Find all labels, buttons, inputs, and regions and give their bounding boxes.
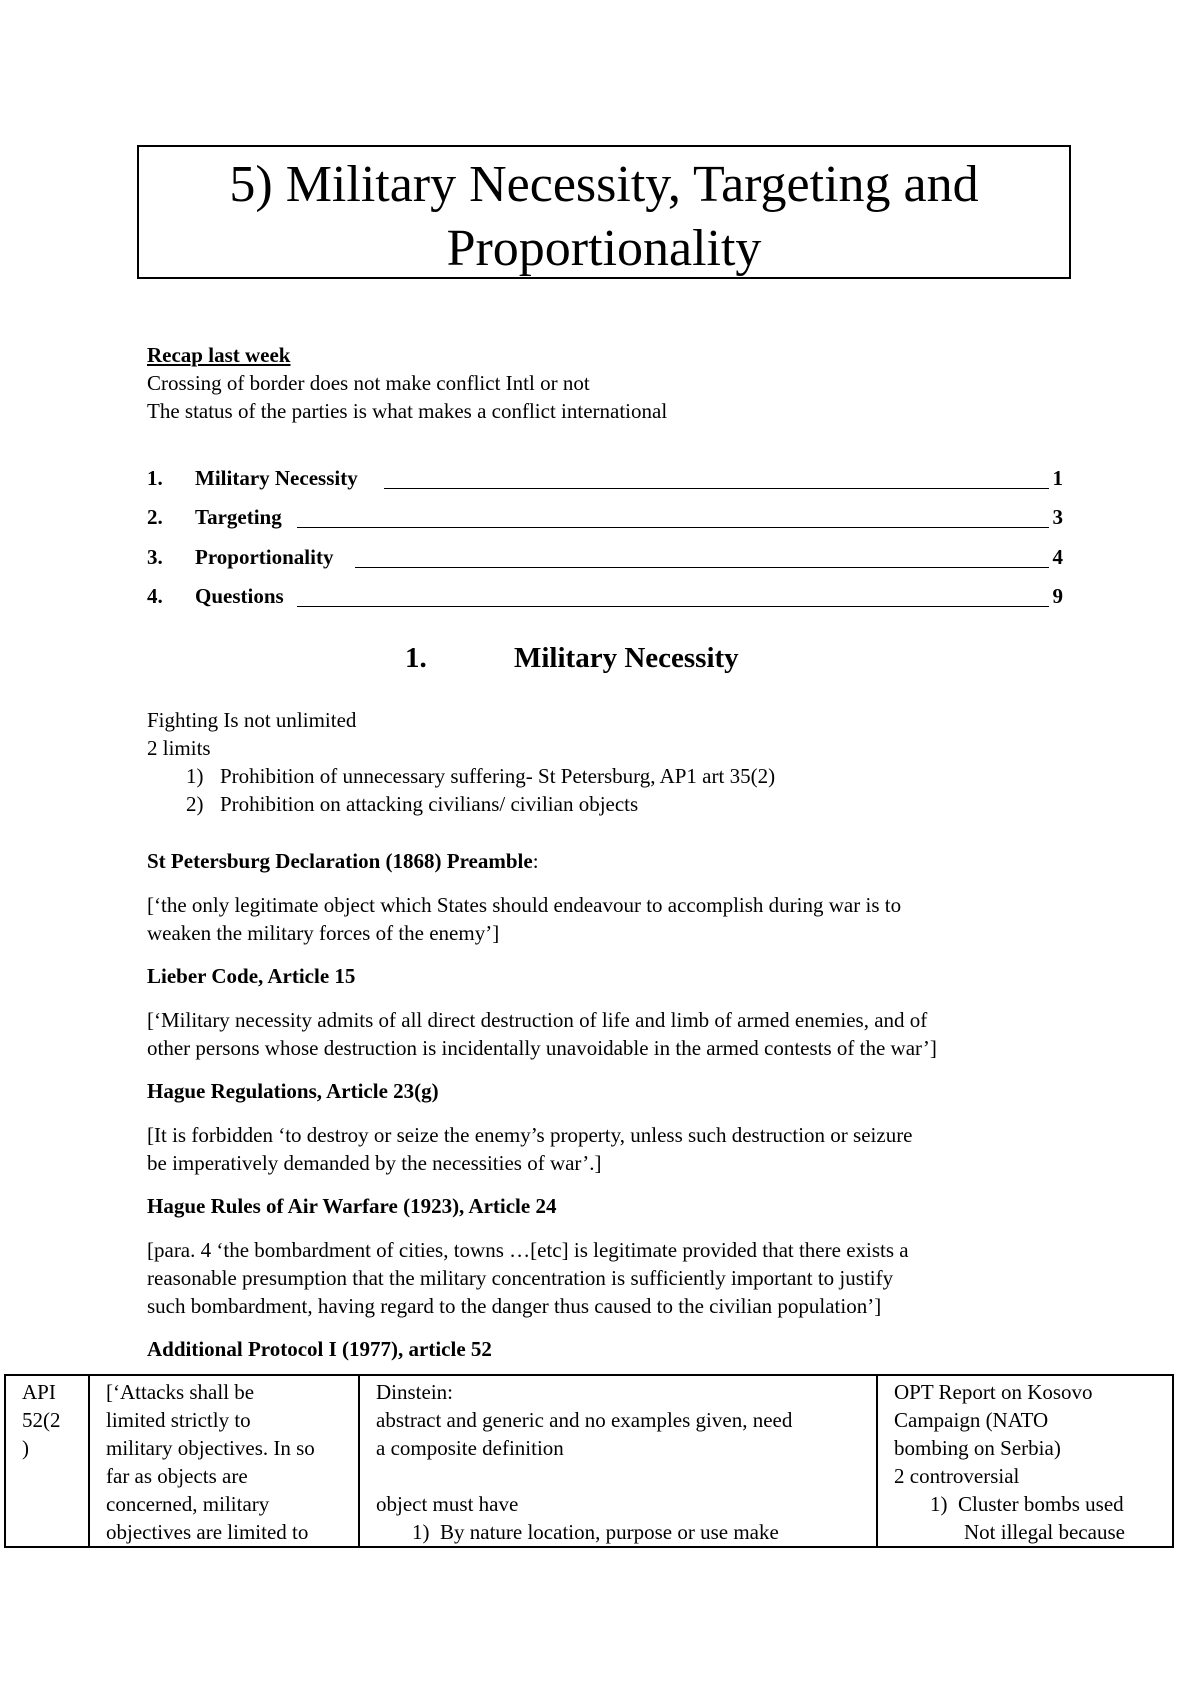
cell-line: Campaign (NATO <box>894 1408 1049 1432</box>
limit-text-2: Prohibition on attacking civilians/ civilian objects <box>220 792 639 816</box>
toc-leader-line <box>297 527 1049 528</box>
toc-number: 2. <box>147 505 163 529</box>
cell-line: concerned, military <box>106 1492 270 1516</box>
cell-line: Dinstein: <box>376 1380 453 1404</box>
document-title-line-2: Proportionality <box>446 220 762 277</box>
cell-line: abstract and generic and no examples given, need <box>376 1408 793 1432</box>
toc-entry-targeting[interactable] <box>147 505 1063 533</box>
cell-line: [‘Attacks shall be <box>106 1380 255 1404</box>
cell-line: military objectives. In so <box>106 1436 315 1460</box>
quote-air-warfare-line-1: [para. 4 ‘the bombardment of cities, towns …[etc] is legitimate provided that there exists a <box>147 1238 909 1262</box>
toc-leader-line <box>297 606 1049 607</box>
cell-line: bombing on Serbia) <box>894 1436 1061 1460</box>
toc-leader-line <box>384 488 1049 489</box>
source-heading-hague-regulations: Hague Regulations, Article 23(g) <box>147 1079 439 1103</box>
cell-line <box>376 1462 872 1490</box>
cell-list-item: 1) Cluster bombs used <box>930 1492 1124 1516</box>
quote-air-warfare-line-2: reasonable presumption that the military concentration is sufficiently important to justify <box>147 1266 894 1290</box>
toc-entry-questions[interactable] <box>147 584 1063 612</box>
quote-lieber-line-2: other persons whose destruction is incidentally unavoidable in the armed contests of the war’] <box>147 1036 937 1060</box>
toc-page-number: 4 <box>1052 545 1063 569</box>
toc-entry-military-necessity[interactable] <box>147 466 1063 494</box>
document-title-line-1: 5) Military Necessity, Targeting and <box>229 156 979 213</box>
toc-label: Targeting <box>195 505 282 529</box>
cell-line: API <box>22 1380 56 1404</box>
cell-line: ) <box>22 1436 29 1460</box>
quote-hague-reg-line-1: [It is forbidden ‘to destroy or seize the enemy’s property, unless such destruction or seizure <box>147 1123 913 1147</box>
limit-number-2: 2) <box>186 792 204 816</box>
cell-line: a composite definition <box>376 1436 564 1460</box>
source-heading-additional-protocol: Additional Protocol I (1977), article 52 <box>147 1337 492 1361</box>
api-52-table <box>4 1374 1174 1548</box>
toc-page-number: 1 <box>1052 466 1063 490</box>
source-heading-hague-air-warfare: Hague Rules of Air Warfare (1923), Article 24 <box>147 1194 557 1218</box>
toc-label: Military Necessity <box>195 466 358 490</box>
intro-line-1: Fighting Is not unlimited <box>147 708 357 732</box>
recap-line-2: The status of the parties is what makes a conflict international <box>147 399 668 423</box>
toc-number: 4. <box>147 584 163 608</box>
toc-page-number: 9 <box>1052 584 1063 608</box>
cell-line: OPT Report on Kosovo <box>894 1380 1093 1404</box>
source-heading-st-petersburg: St Petersburg Declaration (1868) Preamble: <box>147 849 539 873</box>
toc-entry-proportionality[interactable] <box>147 545 1063 573</box>
cell-line: 52(2 <box>22 1408 61 1432</box>
limit-number-1: 1) <box>186 764 204 788</box>
toc-number: 3. <box>147 545 163 569</box>
table-cell-dinstein <box>359 1375 877 1547</box>
intro-line-2: 2 limits <box>147 736 211 760</box>
section-1-title: Military Necessity <box>514 642 739 674</box>
table-cell-provision <box>5 1375 89 1547</box>
cell-line: object must have <box>376 1492 519 1516</box>
source-heading-lieber-code: Lieber Code, Article 15 <box>147 964 356 988</box>
recap-heading: Recap last week <box>147 343 291 367</box>
quote-lieber-line-1: [‘Military necessity admits of all direct destruction of life and limb of armed enemies, and of <box>147 1008 928 1032</box>
cell-line: objectives are limited to <box>106 1520 309 1544</box>
quote-st-petersburg-line-1: [‘the only legitimate object which States should endeavour to accomplish during war is to <box>147 893 902 917</box>
table-row <box>5 1375 1173 1547</box>
recap-line-1: Crossing of border does not make conflict Intl or not <box>147 371 590 395</box>
document-title-box <box>137 145 1071 279</box>
cell-line: far as objects are <box>106 1464 248 1488</box>
toc-leader-line <box>355 567 1049 568</box>
cell-list-item: 1) By nature location, purpose or use make <box>412 1520 779 1544</box>
table-cell-opt-report <box>877 1375 1173 1547</box>
cell-line: 2 controversial <box>894 1464 1020 1488</box>
cell-line: limited strictly to <box>106 1408 251 1432</box>
quote-hague-reg-line-2: be imperatively demanded by the necessities of war’.] <box>147 1151 602 1175</box>
toc-number: 1. <box>147 466 163 490</box>
quote-air-warfare-line-3: such bombardment, having regard to the danger thus caused to the civilian population’] <box>147 1294 882 1318</box>
toc-page-number: 3 <box>1052 505 1063 529</box>
section-1-number: 1. <box>405 642 427 674</box>
cell-list-continuation: Not illegal because <box>964 1520 1125 1544</box>
quote-st-petersburg-line-2: weaken the military forces of the enemy’] <box>147 921 500 945</box>
toc-label: Questions <box>195 584 284 608</box>
limit-text-1: Prohibition of unnecessary suffering- St Petersburg, AP1 art 35(2) <box>220 764 776 788</box>
table-cell-text <box>89 1375 359 1547</box>
toc-label: Proportionality <box>195 545 334 569</box>
